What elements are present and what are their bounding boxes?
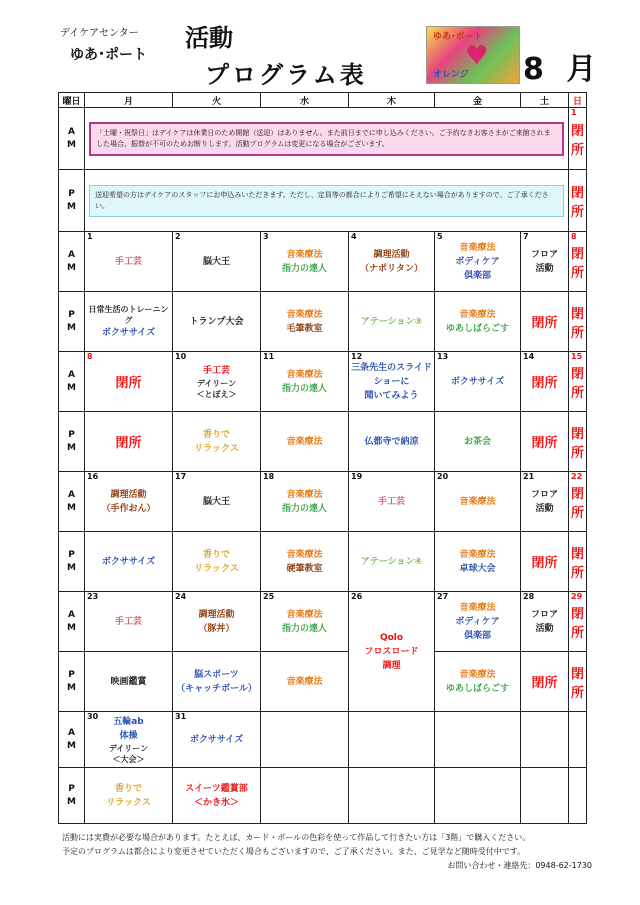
- weekday-header: 金: [435, 93, 521, 108]
- day-cell: [85, 472, 173, 532]
- pm-letter: P: [68, 669, 75, 680]
- weekday-header-row: [59, 93, 587, 108]
- am-letter: A: [68, 609, 75, 620]
- am-label: [59, 472, 85, 532]
- activity-label: 手工芸: [114, 616, 142, 627]
- day-cell: [173, 412, 261, 472]
- activity-label: 音楽療法: [286, 369, 323, 380]
- activity-label: ボクササイズ: [101, 556, 156, 567]
- date-number: 19: [351, 472, 363, 481]
- weekday-header: 日: [569, 93, 587, 108]
- date-number: 2: [175, 232, 181, 241]
- weekday-header: 曜日: [59, 93, 85, 108]
- date-number: 18: [263, 472, 275, 481]
- activity-label: デイリーン: [196, 378, 237, 388]
- closed-mark: 閉所: [531, 556, 558, 571]
- day-cell: [435, 768, 521, 824]
- day-cell: [569, 532, 587, 592]
- date-number: 30: [87, 712, 99, 721]
- title-line-2: プログラム表: [205, 60, 367, 89]
- logo-line: オレンジ: [433, 70, 469, 80]
- am-letter: A: [68, 249, 75, 260]
- activity-label: リラックス: [194, 443, 239, 454]
- activity-label: 三条先生のスライドショーに: [351, 362, 432, 387]
- am-letter: A: [68, 126, 75, 137]
- day-cell: [521, 292, 569, 352]
- date-number: 26: [351, 592, 363, 601]
- footer: [62, 831, 592, 873]
- date-number: 27: [437, 592, 449, 601]
- day-cell: [261, 712, 349, 768]
- pm-letter: P: [68, 783, 75, 794]
- week-am-row: [59, 592, 587, 652]
- day-cell: [435, 712, 521, 768]
- month-label: 8 月: [523, 52, 603, 87]
- date-number: 31: [175, 712, 187, 721]
- day-cell: [85, 768, 173, 824]
- activity-label: 倶楽部: [463, 270, 491, 281]
- am-label: [59, 712, 85, 768]
- date-number: 8: [87, 352, 93, 361]
- activity-label: ゆあしばらごす: [445, 683, 509, 694]
- activity-label: 香りで: [114, 783, 142, 794]
- activity-label: ボクササイズ: [189, 734, 244, 745]
- day-cell: [85, 412, 173, 472]
- activity-label: フロア: [530, 609, 558, 620]
- day-cell: [85, 232, 173, 292]
- activity-label: 音楽療法: [286, 489, 323, 500]
- activity-label: ボディケア: [455, 256, 500, 267]
- pm-letter: M: [67, 442, 76, 453]
- footer-contact: お問い合わせ・連絡先：0948-62-1730: [447, 861, 592, 870]
- activity-label: 音楽療法: [286, 249, 323, 260]
- day-cell: [85, 592, 173, 652]
- date-number: 13: [437, 352, 449, 361]
- date-number: 12: [351, 352, 363, 361]
- logo-caption: ゆあ･ポート: [433, 32, 483, 42]
- closed-mark: 閉所: [570, 546, 584, 581]
- activity-label: 活動: [535, 623, 554, 634]
- day-cell: [85, 532, 173, 592]
- activity-label: 音楽療法: [459, 669, 496, 680]
- day-cell: [521, 232, 569, 292]
- am-letter: M: [67, 740, 76, 751]
- pm-label: [59, 412, 85, 472]
- date-number: 5: [437, 232, 443, 241]
- activity-label: Qolo: [379, 632, 404, 643]
- day-cell: [569, 472, 587, 532]
- activity-label: 音楽療法: [459, 242, 496, 253]
- activity-label: リラックス: [194, 563, 239, 574]
- am-label: [59, 592, 85, 652]
- footer-note-2: 予定のプログラムは都合により変更させていただく場合もございますので、ご了承ください。また、ご見学など随時受付中です。: [62, 847, 526, 856]
- header: [0, 0, 640, 92]
- activity-label: 映画鑑賞: [110, 676, 147, 687]
- date-number: 22: [571, 472, 583, 481]
- activity-label: 脳大王: [202, 256, 230, 267]
- day-cell: [173, 592, 261, 652]
- activity-label: 香りで: [202, 549, 230, 560]
- day-cell: [435, 592, 521, 652]
- date-number: 3: [263, 232, 269, 241]
- weekday-header: 火: [173, 93, 261, 108]
- closed-mark: 閉所: [570, 366, 584, 401]
- week-pm-row: [59, 412, 587, 472]
- activity-label: （キャッチボール）: [176, 683, 257, 694]
- week-am-row: [59, 108, 587, 170]
- activity-label: ＜とぼえ＞: [196, 389, 237, 399]
- date-number: 24: [175, 592, 187, 601]
- heart-icon: ♥: [465, 41, 489, 71]
- activity-label: 音楽療法: [459, 309, 496, 320]
- day-cell: [349, 712, 435, 768]
- day-cell: [569, 592, 587, 652]
- day-cell: [349, 592, 435, 712]
- am-letter: M: [67, 139, 76, 150]
- activity-label: 硬筆教室: [286, 563, 323, 574]
- closed-mark: 閉所: [570, 185, 584, 220]
- activity-label: 音楽療法: [286, 549, 323, 560]
- pm-letter: M: [67, 562, 76, 573]
- activity-label: 脳スポーツ: [194, 669, 239, 680]
- am-letter: A: [68, 727, 75, 738]
- week-am-row: [59, 232, 587, 292]
- activity-label: ゆあしばらごす: [445, 323, 509, 334]
- pm-letter: P: [68, 309, 75, 320]
- activity-label: 指力の達人: [281, 623, 327, 634]
- date-number: 17: [175, 472, 187, 481]
- closed-mark: 閉所: [531, 376, 558, 391]
- week-pm-row: [59, 292, 587, 352]
- day-cell: [173, 232, 261, 292]
- date-number: 16: [87, 472, 99, 481]
- closed-mark: 閉所: [570, 123, 584, 158]
- day-cell: [569, 412, 587, 472]
- activity-label: お茶会: [463, 436, 491, 447]
- activity-label: 活動: [535, 263, 554, 274]
- day-cell: [85, 712, 173, 768]
- activity-label: 指力の達人: [281, 383, 327, 394]
- activity-label: 毛筆教室: [286, 323, 323, 334]
- date-number: 4: [351, 232, 357, 241]
- date-number: 21: [523, 472, 535, 481]
- notice-am: [85, 108, 569, 170]
- facility-logo: [426, 26, 520, 84]
- activity-label: 手工芸: [114, 256, 142, 267]
- activity-label: 音楽療法: [459, 602, 496, 613]
- activity-label: 音楽療法: [286, 609, 323, 620]
- date-number: 1: [87, 232, 93, 241]
- activity-label: ボディケア: [455, 616, 500, 627]
- day-cell: [521, 592, 569, 652]
- closed-mark: 閉所: [570, 246, 584, 281]
- notice-text: 「土曜・祝祭日」はデイケアは休業日のため開館（送迎）はありません。また前日までに申し込みください。ご予約なきお客さまがご来館されました場合、振替が不可のためお断りします。活動プログラムは変更になる場合がございます。: [89, 122, 564, 156]
- day-cell: [261, 292, 349, 352]
- activity-label: ＜かき氷＞: [193, 797, 239, 808]
- pm-letter: P: [68, 429, 75, 440]
- day-cell: [435, 652, 521, 712]
- day-cell: [435, 232, 521, 292]
- day-cell: [261, 592, 349, 652]
- day-cell: [521, 472, 569, 532]
- day-cell: [261, 532, 349, 592]
- activity-label: 仏都寺で納涼: [364, 436, 419, 447]
- day-cell: [569, 170, 587, 232]
- day-cell: [261, 768, 349, 824]
- day-cell: [521, 352, 569, 412]
- day-cell: [435, 412, 521, 472]
- pm-label: [59, 292, 85, 352]
- closed-mark: 閉所: [570, 486, 584, 521]
- closed-mark: 閉所: [115, 376, 142, 391]
- day-cell: [521, 768, 569, 824]
- notice-text: 送迎希望の方はデイケアのスタッフにお申込みいただきます。ただし、定員等の都合によりご希望にそえない場合がありますので、ご了承ください。: [89, 185, 564, 217]
- day-cell: [435, 472, 521, 532]
- date-number: 20: [437, 472, 449, 481]
- day-cell: [569, 652, 587, 712]
- activity-label: 音楽療法: [286, 676, 323, 687]
- week-pm-row: [59, 170, 587, 232]
- day-cell: [435, 352, 521, 412]
- activity-label: ボクササイズ: [450, 376, 505, 387]
- day-cell: [349, 352, 435, 412]
- date-number: 28: [523, 592, 535, 601]
- day-cell: [569, 352, 587, 412]
- closed-mark: 閉所: [570, 426, 584, 461]
- closed-mark: 閉所: [570, 306, 584, 341]
- activity-label: フロア: [530, 489, 558, 500]
- activity-label: 指力の達人: [281, 263, 327, 274]
- activity-label: リラックス: [106, 797, 151, 808]
- day-cell: [569, 232, 587, 292]
- week-am-row: [59, 712, 587, 768]
- week-pm-row: [59, 652, 587, 712]
- am-label: [59, 352, 85, 412]
- activity-label: （ナポリタン）: [359, 263, 423, 274]
- closed-mark: 閉所: [531, 436, 558, 451]
- am-letter: M: [67, 502, 76, 513]
- closed-mark: 閉所: [115, 436, 142, 451]
- footer-note-1: 活動には実費が必要な場合があります。たとえば、カード・ボールの色彩を使って作品して行きたい方は「3階」で購入ください。: [62, 833, 531, 842]
- day-cell: [173, 652, 261, 712]
- day-cell: [173, 472, 261, 532]
- activity-label: 調理活動: [373, 249, 410, 260]
- activity-label: ＜大会＞: [112, 754, 145, 764]
- day-cell: [435, 532, 521, 592]
- activity-label: 音楽療法: [459, 496, 496, 507]
- activity-label: 調理活動: [198, 609, 235, 620]
- closed-mark: 閉所: [570, 666, 584, 701]
- date-number: 14: [523, 352, 535, 361]
- date-number: 25: [263, 592, 275, 601]
- day-cell: [349, 232, 435, 292]
- title-line-1: 活動: [185, 23, 233, 52]
- activity-label: 日常生活のトレーニング: [88, 304, 169, 325]
- activity-label: 体操: [119, 730, 138, 741]
- activity-label: 音楽療法: [286, 309, 323, 320]
- day-cell: [521, 532, 569, 592]
- day-cell: [261, 652, 349, 712]
- activity-label: フロスロード: [364, 646, 419, 657]
- weekday-header: 土: [521, 93, 569, 108]
- pm-letter: M: [67, 201, 76, 212]
- date-number: 1: [571, 108, 577, 117]
- weekday-header: 月: [85, 93, 173, 108]
- activity-label: 五輪ab: [113, 716, 144, 727]
- day-cell: [569, 712, 587, 768]
- day-cell: [173, 532, 261, 592]
- closed-mark: 閉所: [531, 676, 558, 691]
- date-number: 8: [571, 232, 577, 241]
- closed-mark: 閉所: [531, 316, 558, 331]
- weekday-header: 木: [349, 93, 435, 108]
- facility-name: ゆあ･ポート: [70, 47, 147, 63]
- date-number: 7: [523, 232, 529, 241]
- activity-label: スイーツ鑑賞部: [185, 783, 248, 794]
- activity-label: 調理活動: [110, 489, 147, 500]
- day-cell: [521, 652, 569, 712]
- day-cell: [261, 472, 349, 532]
- activity-label: 調理: [382, 660, 401, 671]
- date-number: 10: [175, 352, 187, 361]
- pm-letter: M: [67, 322, 76, 333]
- day-cell: [569, 292, 587, 352]
- facility-subtitle: デイケアセンター: [60, 28, 139, 39]
- activity-label: 活動: [535, 503, 554, 514]
- date-number: 15: [571, 352, 583, 361]
- activity-label: ボクササイズ: [101, 327, 156, 338]
- pm-letter: P: [68, 549, 75, 560]
- week-am-row: [59, 352, 587, 412]
- day-cell: [349, 472, 435, 532]
- pm-letter: M: [67, 682, 76, 693]
- activity-label: 手工芸: [377, 496, 405, 507]
- pm-label: [59, 532, 85, 592]
- day-cell: [569, 768, 587, 824]
- pm-label: [59, 170, 85, 232]
- day-cell: [85, 652, 173, 712]
- activity-label: 卓球大会: [459, 563, 496, 574]
- am-letter: M: [67, 622, 76, 633]
- week-am-row: [59, 472, 587, 532]
- day-cell: [173, 712, 261, 768]
- day-cell: [349, 292, 435, 352]
- activity-label: デイリーン: [108, 743, 149, 753]
- am-letter: M: [67, 262, 76, 273]
- activity-label: （豚丼）: [198, 623, 235, 634]
- activity-label: 倶楽部: [463, 630, 491, 641]
- activity-label: 聞いてみよう: [364, 390, 419, 401]
- am-label: [59, 108, 85, 170]
- day-cell: [569, 108, 587, 170]
- am-letter: A: [68, 489, 75, 500]
- am-letter: A: [68, 369, 75, 380]
- pm-letter: P: [68, 188, 75, 199]
- am-letter: M: [67, 382, 76, 393]
- day-cell: [349, 412, 435, 472]
- date-number: 23: [87, 592, 99, 601]
- pm-letter: M: [67, 796, 76, 807]
- activity-label: アテーション③: [360, 316, 423, 327]
- week-pm-row: [59, 532, 587, 592]
- activity-label: 手工芸: [202, 365, 230, 376]
- date-number: 11: [263, 352, 275, 361]
- activity-label: 脳大王: [202, 496, 230, 507]
- day-cell: [261, 232, 349, 292]
- date-number: 29: [571, 592, 583, 601]
- notice-pm: [85, 170, 569, 232]
- day-cell: [85, 352, 173, 412]
- week-pm-row: [59, 768, 587, 824]
- activity-label: 香りで: [202, 429, 230, 440]
- day-cell: [521, 712, 569, 768]
- activity-label: 音楽療法: [459, 549, 496, 560]
- day-cell: [349, 532, 435, 592]
- weekday-header: 水: [261, 93, 349, 108]
- activity-label: （手作おん）: [101, 503, 156, 514]
- day-cell: [349, 768, 435, 824]
- am-label: [59, 232, 85, 292]
- day-cell: [173, 352, 261, 412]
- program-calendar: [58, 92, 587, 824]
- activity-label: 指力の達人: [281, 503, 327, 514]
- pm-label: [59, 768, 85, 824]
- day-cell: [173, 292, 261, 352]
- activity-label: フロア: [530, 249, 558, 260]
- activity-label: アテーション④: [360, 556, 423, 567]
- closed-mark: 閉所: [570, 606, 584, 641]
- day-cell: [435, 292, 521, 352]
- day-cell: [521, 412, 569, 472]
- day-cell: [173, 768, 261, 824]
- day-cell: [261, 412, 349, 472]
- day-cell: [261, 352, 349, 412]
- day-cell: [85, 292, 173, 352]
- activity-label: 音楽療法: [286, 436, 323, 447]
- activity-label: トランプ大会: [189, 316, 244, 327]
- pm-label: [59, 652, 85, 712]
